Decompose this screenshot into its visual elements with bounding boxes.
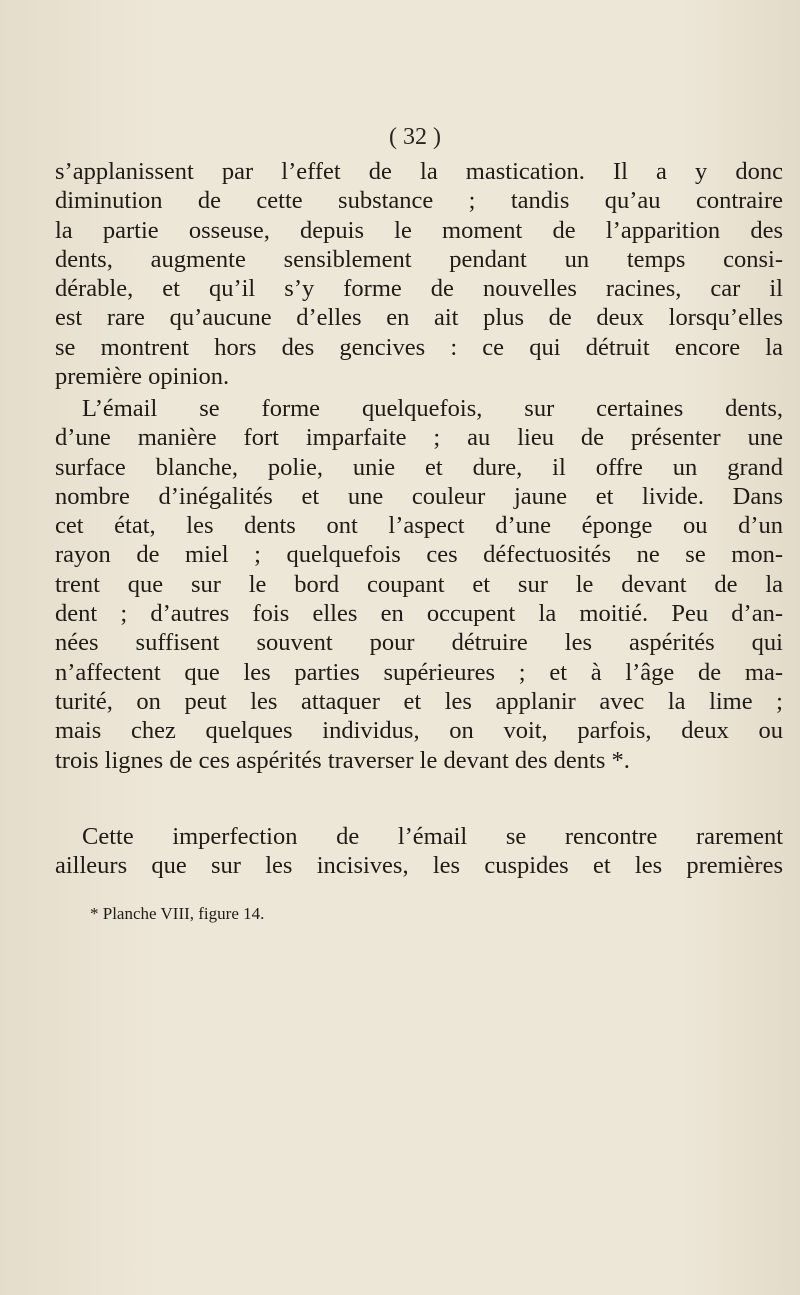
page-number: ( 32 ) [389, 124, 441, 150]
text-line: Cette imperfection de l’émail se rencontre rarement [82, 823, 783, 850]
text-line: rayon de miel ; quelquefois ces défectuosités ne se mon- [55, 541, 783, 569]
text-line: mais chez quelques individus, on voit, parfois, deux ou [55, 717, 783, 745]
text-line: s’applanissent par l’effet de la mastication. Il a y donc [55, 158, 783, 185]
text-line: la partie osseuse, depuis le moment de l’apparition des [55, 216, 783, 244]
text-line: diminution de cette substance ; tandis qu’au contraire [55, 187, 783, 215]
text-line: cet état, les dents ont l’aspect d’une éponge ou d’un [55, 512, 783, 540]
text-line: est rare qu’aucune d’elles en ait plus de deux lorsqu’elles [55, 304, 783, 332]
text-line: ailleurs que sur les incisives, les cuspides et les premières [55, 852, 783, 880]
text-line: nées suffisent souvent pour détruire les aspérités qui [55, 629, 783, 657]
text-line: trois lignes de ces aspérités traverser le devant des dents *. [55, 746, 630, 774]
text-line: dents, augmente sensiblement pendant un temps consi- [55, 245, 783, 273]
text-line: n’affectent que les parties supérieures ; et à l’âge de ma- [55, 658, 783, 686]
paragraph-3 [55, 822, 783, 881]
text-line: d’une manière fort imparfaite ; au lieu de présenter une [55, 424, 783, 452]
text-line: L’émail se forme quelquefois, sur certaines dents, [82, 395, 783, 422]
text-line: dent ; d’autres fois elles en occupent la moitié. Peu d’an- [55, 600, 783, 628]
paragraph-2 [55, 394, 783, 775]
text-line: turité, on peut les attaquer et les applanir avec la lime ; [55, 687, 783, 715]
footnote: * Planche VIII, figure 14. [90, 904, 265, 923]
text-line: nombre d’inégalités et une couleur jaune et livide. Dans [55, 482, 783, 510]
text-line: se montrent hors des gencives : ce qui détruit encore la [55, 333, 783, 361]
text-line: dérable, et qu’il s’y forme de nouvelles racines, car il [55, 275, 783, 303]
text-line: première opinion. [55, 363, 230, 391]
text-line: trent que sur le bord coupant et sur le devant de la [55, 570, 783, 598]
text-line: surface blanche, polie, unie et dure, il offre un grand [55, 453, 783, 481]
paragraph-1 [55, 157, 783, 391]
